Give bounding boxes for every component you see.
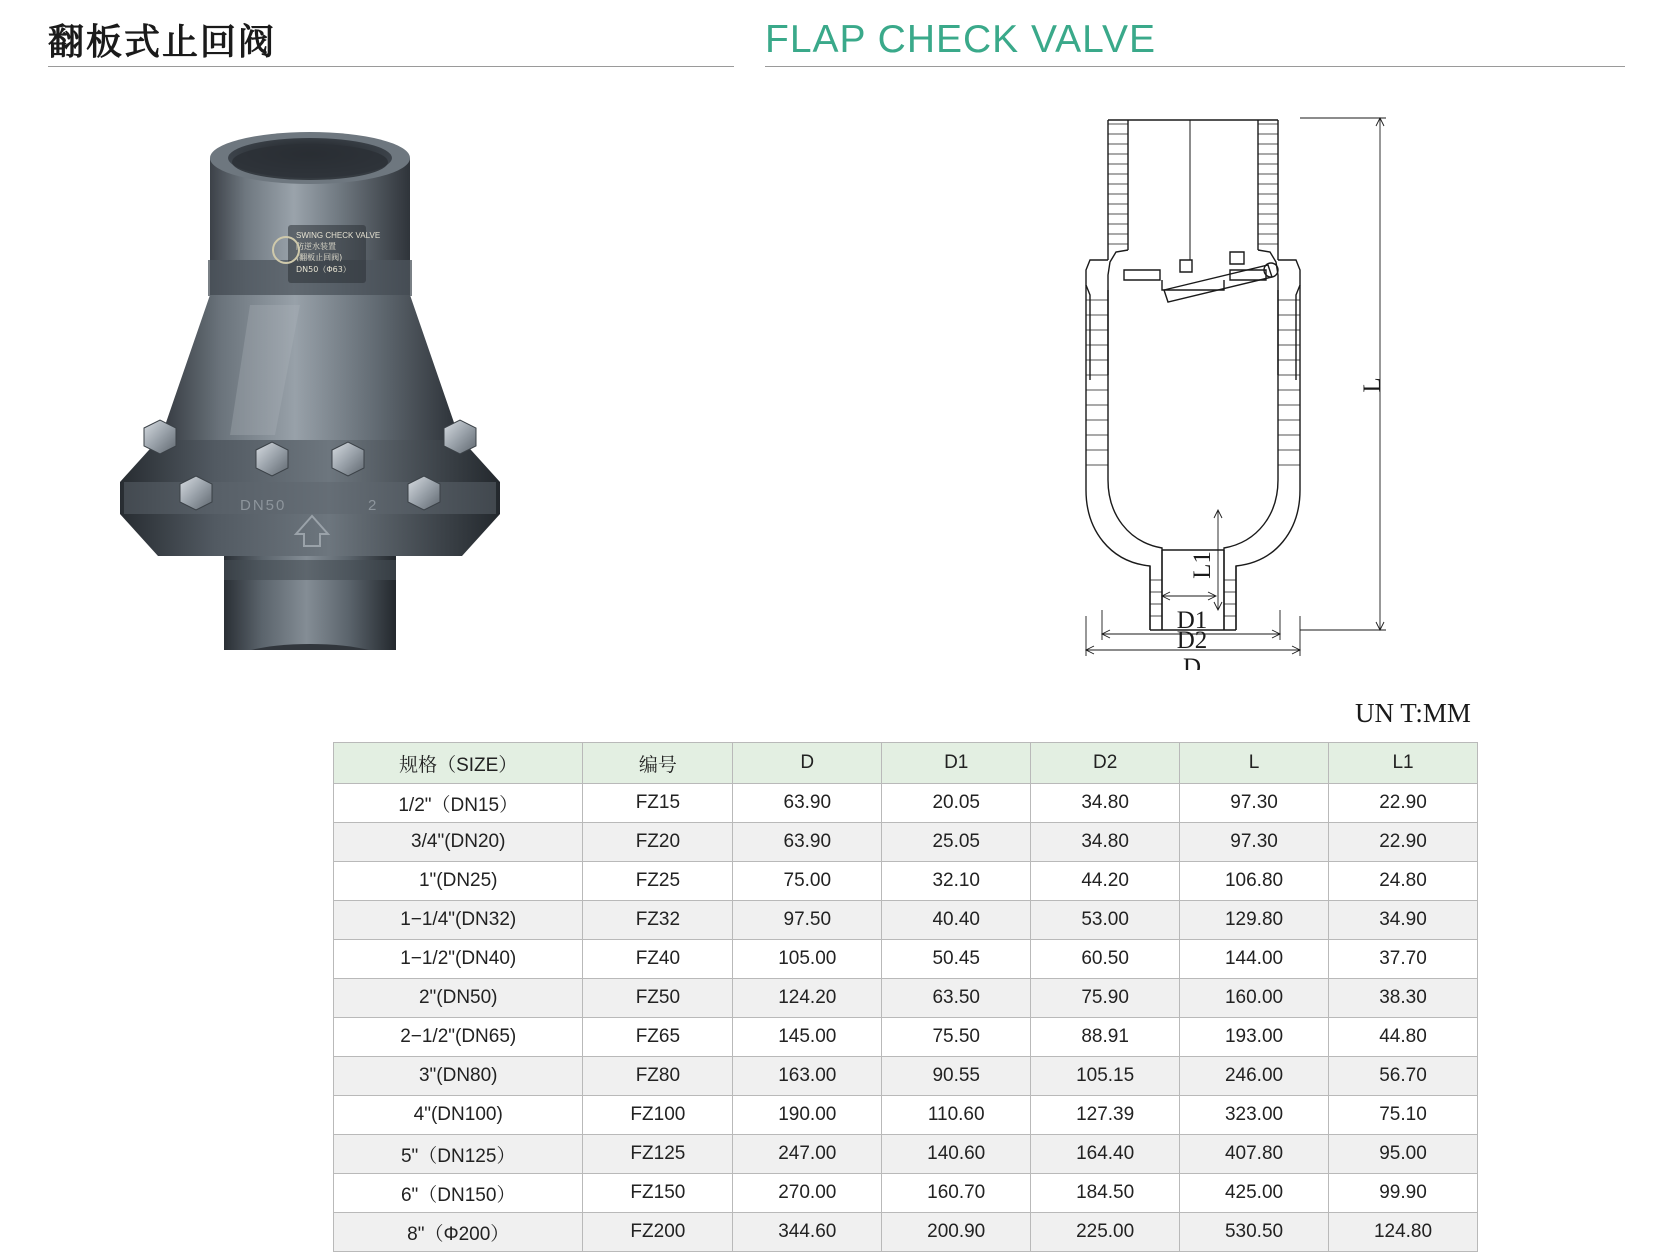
page-header (0, 0, 1674, 82)
cell-d2: 225.00 (1031, 1213, 1180, 1252)
cell-d: 63.90 (733, 784, 882, 823)
cell-l1: 24.80 (1329, 862, 1478, 901)
cell-size: 1"(DN25) (334, 862, 583, 901)
cell-l: 193.00 (1180, 1018, 1329, 1057)
cell-code: FZ40 (583, 940, 733, 979)
cell-d: 105.00 (733, 940, 882, 979)
title-divider-right (765, 66, 1625, 67)
cell-d: 63.90 (733, 823, 882, 862)
cell-d1: 25.05 (882, 823, 1031, 862)
cell-d1: 63.50 (882, 979, 1031, 1018)
cell-d1: 140.60 (882, 1135, 1031, 1174)
cell-size: 8"（Φ200） (334, 1213, 583, 1252)
cell-d2: 105.15 (1031, 1057, 1180, 1096)
unit-note: UN T:MM (1355, 698, 1471, 728)
cell-size: 2"(DN50) (334, 979, 583, 1018)
cell-d2: 53.00 (1031, 901, 1180, 940)
cell-d1: 90.55 (882, 1057, 1031, 1096)
cell-d: 97.50 (733, 901, 882, 940)
table-row (334, 901, 1478, 940)
dim-label-D1: D1 (1176, 607, 1208, 634)
cell-code: FZ15 (583, 784, 733, 823)
table-header-size: 规格（SIZE） (334, 743, 583, 784)
cell-d1: 200.90 (882, 1213, 1031, 1252)
cell-l: 407.80 (1180, 1135, 1329, 1174)
table-row (334, 1018, 1478, 1057)
cell-size: 3/4"(DN20) (334, 823, 583, 862)
cell-l: 425.00 (1180, 1174, 1329, 1213)
cell-l1: 95.00 (1329, 1135, 1478, 1174)
table-row (334, 1096, 1478, 1135)
cell-d: 247.00 (733, 1135, 882, 1174)
page-title-english: FLAP CHECK VALVE (765, 18, 1156, 61)
cell-d1: 20.05 (882, 784, 1031, 823)
cell-code: FZ50 (583, 979, 733, 1018)
cell-d2: 164.40 (1031, 1135, 1180, 1174)
table-row (334, 1174, 1478, 1213)
cell-code: FZ65 (583, 1018, 733, 1057)
cell-code: FZ25 (583, 862, 733, 901)
cell-size: 2−1/2"(DN65) (334, 1018, 583, 1057)
cell-size: 1−1/2"(DN40) (334, 940, 583, 979)
dim-label-L1: L1 (1189, 551, 1216, 579)
cell-size: 4"(DN100) (334, 1096, 583, 1135)
specification-table-wrapper (333, 742, 1478, 1252)
cell-l1: 22.90 (1329, 784, 1478, 823)
cell-l1: 34.90 (1329, 901, 1478, 940)
cell-d2: 127.39 (1031, 1096, 1180, 1135)
cell-l: 246.00 (1180, 1057, 1329, 1096)
cell-code: FZ150 (583, 1174, 733, 1213)
cell-d2: 34.80 (1031, 784, 1180, 823)
cell-d: 190.00 (733, 1096, 882, 1135)
specification-table (333, 742, 1478, 1252)
dim-label-D2: D2 (1176, 627, 1208, 654)
svg-text:2: 2 (368, 497, 377, 514)
cell-l1: 22.90 (1329, 823, 1478, 862)
cell-d1: 50.45 (882, 940, 1031, 979)
svg-text:DN50: DN50 (240, 497, 287, 514)
cell-d1: 110.60 (882, 1096, 1031, 1135)
table-row (334, 1135, 1478, 1174)
cell-d1: 160.70 (882, 1174, 1031, 1213)
cell-l1: 38.30 (1329, 979, 1478, 1018)
table-row (334, 823, 1478, 862)
cell-d2: 44.20 (1031, 862, 1180, 901)
cell-size: 1−1/4"(DN32) (334, 901, 583, 940)
cell-code: FZ100 (583, 1096, 733, 1135)
cell-l: 97.30 (1180, 784, 1329, 823)
cell-l1: 99.90 (1329, 1174, 1478, 1213)
product-photo (100, 110, 620, 650)
svg-text:DN50（Φ63）: DN50（Φ63） (296, 265, 351, 274)
svg-text:防逆水装置: 防逆水装置 (296, 242, 336, 251)
table-header-d1: D1 (882, 743, 1031, 784)
cell-d2: 34.80 (1031, 823, 1180, 862)
table-row (334, 1213, 1478, 1252)
title-divider-left (48, 66, 734, 67)
table-header-l1: L1 (1329, 743, 1478, 784)
cell-d2: 184.50 (1031, 1174, 1180, 1213)
valve-cross-section-drawing (1080, 110, 1590, 670)
cell-l: 97.30 (1180, 823, 1329, 862)
svg-text:(翻板止回阀): (翻板止回阀) (296, 253, 343, 262)
cell-d: 344.60 (733, 1213, 882, 1252)
flap-check-valve-photo (100, 110, 620, 650)
table-body (334, 784, 1478, 1252)
table-header-d: D (733, 743, 882, 784)
cell-d: 270.00 (733, 1174, 882, 1213)
cell-size: 5"（DN125） (334, 1135, 583, 1174)
table-row (334, 862, 1478, 901)
cell-l1: 56.70 (1329, 1057, 1478, 1096)
cell-d2: 75.90 (1031, 979, 1180, 1018)
cell-d1: 75.50 (882, 1018, 1031, 1057)
cell-l1: 44.80 (1329, 1018, 1478, 1057)
cell-d: 124.20 (733, 979, 882, 1018)
cell-code: FZ125 (583, 1135, 733, 1174)
cell-d: 163.00 (733, 1057, 882, 1096)
cell-code: FZ32 (583, 901, 733, 940)
table-row (334, 1057, 1478, 1096)
cell-l: 144.00 (1180, 940, 1329, 979)
cell-size: 6"（DN150） (334, 1174, 583, 1213)
cell-size: 1/2"（DN15） (334, 784, 583, 823)
cell-l: 160.00 (1180, 979, 1329, 1018)
cell-l1: 37.70 (1329, 940, 1478, 979)
table-row (334, 979, 1478, 1018)
cell-d: 145.00 (733, 1018, 882, 1057)
cell-l: 106.80 (1180, 862, 1329, 901)
cell-d1: 32.10 (882, 862, 1031, 901)
table-header-d2: D2 (1031, 743, 1180, 784)
cell-d: 75.00 (733, 862, 882, 901)
table-header-row (334, 743, 1478, 784)
dim-label-L: L (1359, 377, 1386, 393)
cell-code: FZ20 (583, 823, 733, 862)
table-header-code: 编号 (583, 743, 733, 784)
table-row (334, 940, 1478, 979)
cell-code: FZ80 (583, 1057, 733, 1096)
dim-label-D: D (1182, 654, 1202, 670)
cell-code: FZ200 (583, 1213, 733, 1252)
cell-l1: 75.10 (1329, 1096, 1478, 1135)
cell-d2: 88.91 (1031, 1018, 1180, 1057)
cell-l1: 124.80 (1329, 1213, 1478, 1252)
table-row (334, 784, 1478, 823)
cell-l: 530.50 (1180, 1213, 1329, 1252)
technical-drawing (1080, 110, 1590, 670)
page-title-chinese: 翻板式止回阀 (48, 22, 277, 63)
cell-d2: 60.50 (1031, 940, 1180, 979)
cell-d1: 40.40 (882, 901, 1031, 940)
cell-l: 323.00 (1180, 1096, 1329, 1135)
svg-text:SWING CHECK VALVE: SWING CHECK VALVE (296, 231, 381, 240)
cell-l: 129.80 (1180, 901, 1329, 940)
cell-size: 3"(DN80) (334, 1057, 583, 1096)
table-header-l: L (1180, 743, 1329, 784)
